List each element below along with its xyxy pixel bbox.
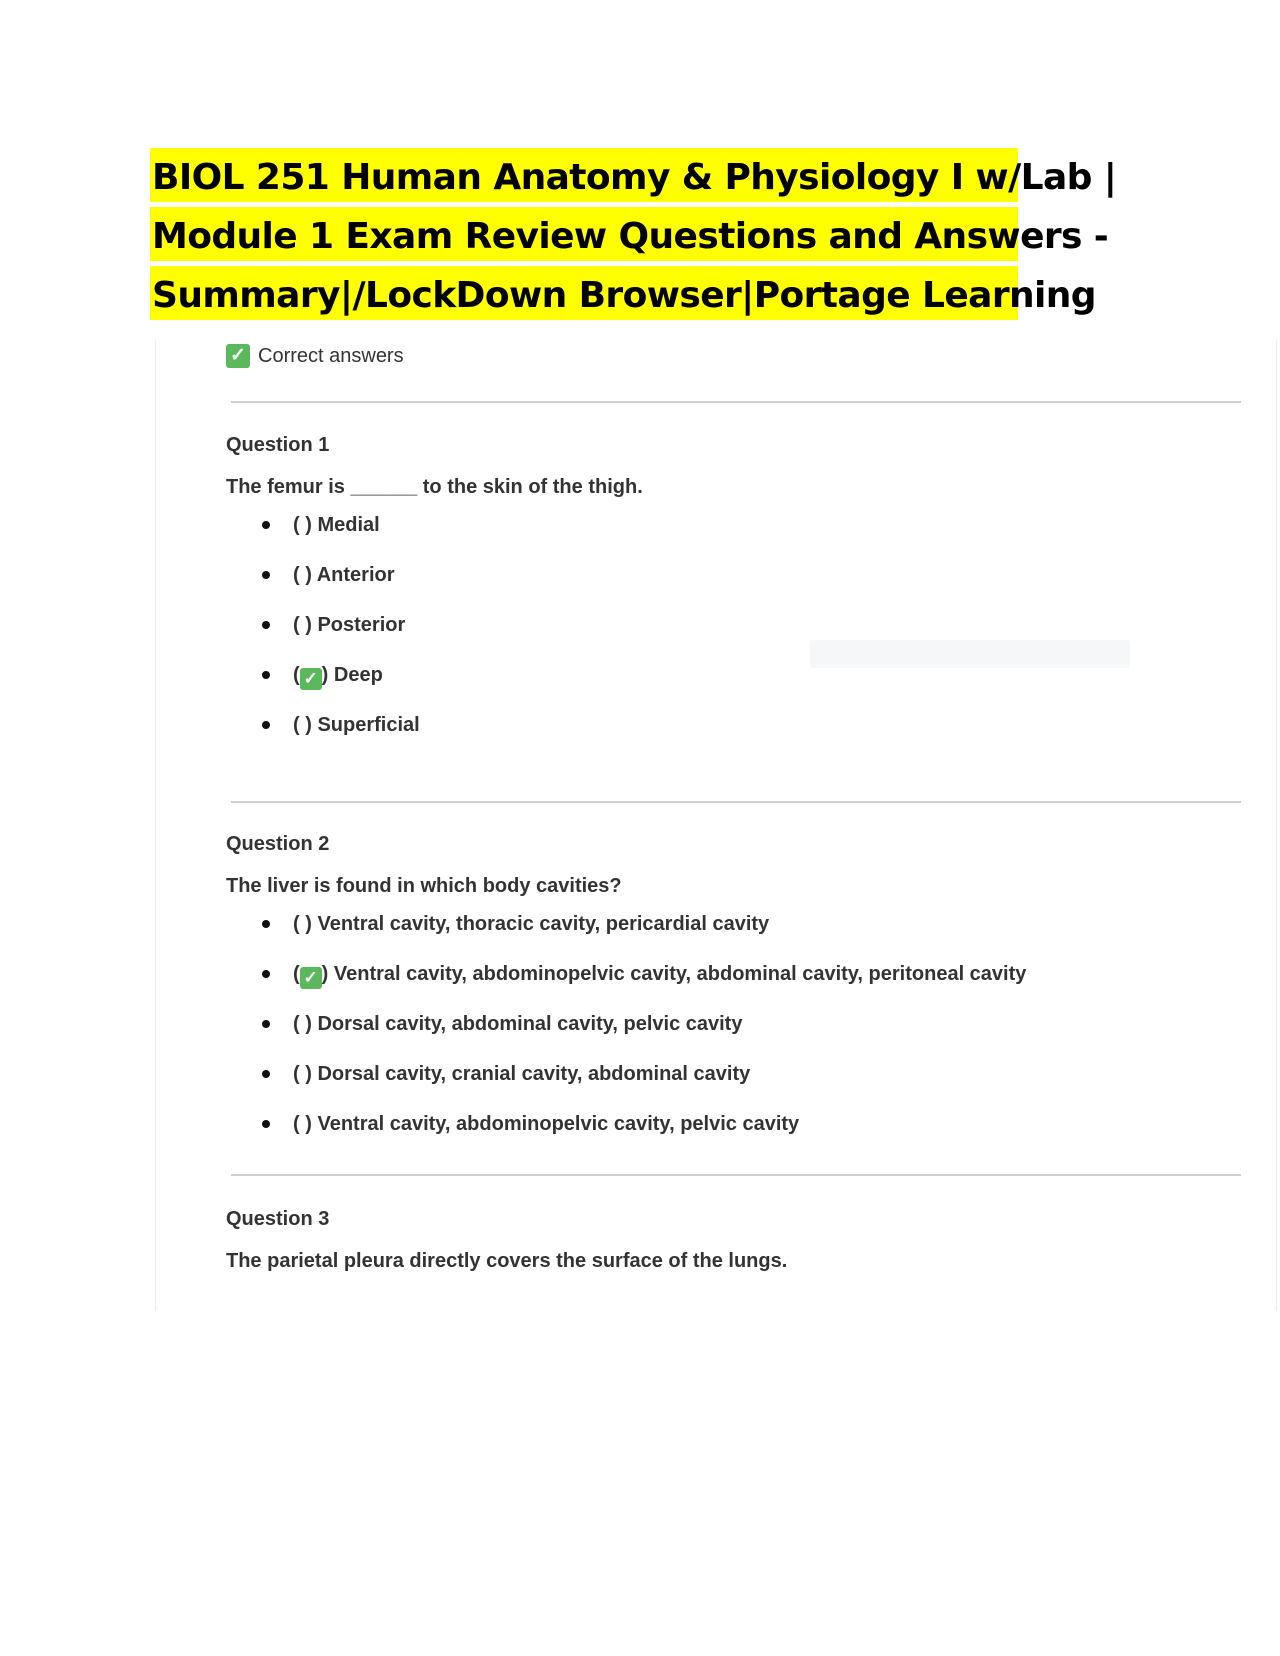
answer-option[interactable] bbox=[226, 912, 1226, 962]
check-icon: ✓ bbox=[226, 344, 250, 368]
option-prefix: ( ) bbox=[293, 564, 312, 586]
option-label: Deep bbox=[333, 664, 383, 686]
question-title: Question 3 bbox=[226, 1208, 330, 1230]
answer-option[interactable] bbox=[226, 513, 1226, 563]
option-prefix: ( ) bbox=[293, 1063, 312, 1085]
option-prefix: ( ) bbox=[293, 714, 312, 736]
option-prefix: ( ) bbox=[293, 514, 312, 536]
question-text: The parietal pleura directly covers the surface of the lungs. bbox=[226, 1250, 788, 1272]
option-label: Ventral cavity, thoracic cavity, pericardial cavity bbox=[317, 913, 770, 935]
question-text: The femur is ______ to the skin of the thigh. bbox=[226, 476, 643, 498]
answer-option[interactable] bbox=[226, 713, 1226, 763]
question-1 bbox=[226, 433, 1226, 763]
answer-option[interactable] bbox=[226, 1012, 1226, 1062]
bullet-icon bbox=[262, 671, 270, 679]
bullet-icon bbox=[262, 1070, 270, 1078]
option-label: Posterior bbox=[317, 614, 406, 636]
answer-option-correct[interactable] bbox=[226, 663, 1226, 713]
divider bbox=[231, 1174, 1241, 1176]
title-line-3: Summary|/LockDown Browser|Portage Learning bbox=[150, 266, 1018, 320]
title-line-1: BIOL 251 Human Anatomy & Physiology I w/Lab | bbox=[150, 148, 1018, 202]
answer-option[interactable] bbox=[226, 613, 1226, 663]
option-prefix: ( ) bbox=[293, 1113, 312, 1135]
bullet-icon bbox=[262, 1020, 270, 1028]
document-title bbox=[150, 148, 1117, 325]
correct-answers-legend bbox=[226, 344, 404, 368]
bullet-icon bbox=[262, 920, 270, 928]
answer-option[interactable] bbox=[226, 1062, 1226, 1112]
bullet-icon bbox=[262, 521, 270, 529]
bullet-icon bbox=[262, 721, 270, 729]
question-2 bbox=[226, 832, 1226, 1162]
option-label: Dorsal cavity, cranial cavity, abdominal cavity bbox=[317, 1063, 751, 1085]
answer-option[interactable] bbox=[226, 563, 1226, 613]
check-icon: ✓ bbox=[300, 967, 322, 989]
check-icon: ✓ bbox=[300, 668, 322, 690]
option-label: Ventral cavity, abdominopelvic cavity, abdominal cavity, peritoneal cavity bbox=[333, 963, 1027, 985]
option-prefix: ( ) bbox=[293, 1013, 312, 1035]
question-title: Question 2 bbox=[226, 833, 330, 855]
bullet-icon bbox=[262, 970, 270, 978]
option-prefix: ( ✓ ) bbox=[293, 664, 329, 688]
answer-options bbox=[226, 912, 1226, 1162]
divider bbox=[231, 801, 1241, 803]
answer-options bbox=[226, 513, 1226, 763]
option-label: Superficial bbox=[317, 714, 420, 736]
quiz-panel bbox=[155, 340, 1277, 1310]
option-prefix: ( ✓ ) bbox=[293, 963, 329, 987]
legend-label: Correct answers bbox=[258, 344, 404, 367]
answer-option[interactable] bbox=[226, 1112, 1226, 1162]
divider bbox=[231, 401, 1241, 403]
option-label: Anterior bbox=[316, 564, 395, 586]
option-label: Medial bbox=[317, 514, 380, 536]
option-label: Dorsal cavity, abdominal cavity, pelvic cavity bbox=[317, 1013, 743, 1035]
option-prefix: ( ) bbox=[293, 614, 312, 636]
bullet-icon bbox=[262, 621, 270, 629]
option-prefix: ( ) bbox=[293, 913, 312, 935]
option-label: Ventral cavity, abdominopelvic cavity, pelvic cavity bbox=[317, 1113, 800, 1135]
question-text: The liver is found in which body cavities? bbox=[226, 875, 622, 897]
answer-option-correct[interactable] bbox=[226, 962, 1226, 1012]
question-3 bbox=[226, 1207, 1226, 1273]
question-title: Question 1 bbox=[226, 434, 330, 456]
bullet-icon bbox=[262, 571, 270, 579]
title-line-2: Module 1 Exam Review Questions and Answers - bbox=[150, 207, 1018, 261]
bullet-icon bbox=[262, 1120, 270, 1128]
